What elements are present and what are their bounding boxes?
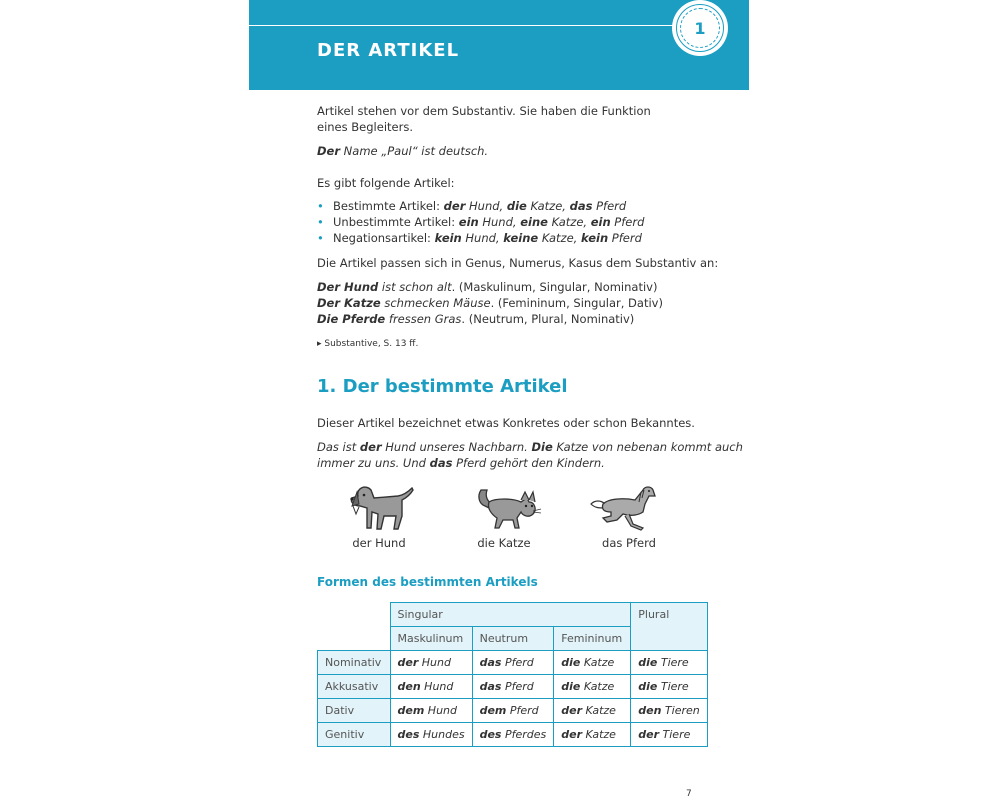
table-cell: des Hundes: [390, 723, 472, 747]
horse-caption: das Pferd: [602, 536, 656, 550]
table-row: [318, 675, 708, 699]
header-singular: Singular: [390, 603, 631, 627]
list-item: • Bestimmte Artikel: der Hund, die Katze, das Pferd: [317, 198, 644, 214]
table-cell: das Pferd: [472, 651, 554, 675]
crossref-link[interactable]: ▸ Substantive, S. 13 ff.: [317, 339, 419, 349]
article-type-list: [317, 198, 644, 246]
dog-caption: der Hund: [352, 536, 406, 550]
table-cell: der Hund: [390, 651, 472, 675]
cat-caption: die Katze: [477, 536, 531, 550]
table-cell: dem Hund: [390, 699, 472, 723]
table-cell: den Tieren: [631, 699, 707, 723]
chapter-header: [249, 0, 749, 90]
section-text: Dieser Artikel bezeichnet etwas Konkretes oder schon Bekanntes.: [317, 416, 695, 430]
table-cell: der Katze: [554, 723, 631, 747]
case-label: Akkusativ: [318, 675, 391, 699]
header-rule: [249, 25, 679, 26]
header-plural: Plural: [631, 603, 707, 651]
table-cell: die Katze: [554, 675, 631, 699]
list-item: • Unbestimmte Artikel: ein Hund, eine Katze, ein Pferd: [317, 214, 644, 230]
section-example: Das ist der Hund unseres Nachbarn. Die Katze von nebenan kommt auch immer zu uns. Und das Pferd gehört den Kindern.: [317, 440, 743, 470]
table-cell: das Pferd: [472, 675, 554, 699]
dog-illustration: [344, 482, 414, 534]
agreement-example-1: Der Hund ist schon alt. (Maskulinum, Singular, Nominativ): [317, 280, 658, 294]
table-cell: der Tiere: [631, 723, 707, 747]
agreement-text: Die Artikel passen sich in Genus, Numerus, Kasus dem Substantiv an:: [317, 256, 719, 270]
list-item: • Negationsartikel: kein Hund, keine Katze, kein Pferd: [317, 230, 644, 246]
article-forms-table: [317, 602, 708, 747]
example-rest: Name „Paul“ ist deutsch.: [340, 144, 489, 158]
table-cell: den Hund: [390, 675, 472, 699]
list-intro: Es gibt folgende Artikel:: [317, 176, 455, 190]
table-heading: Formen des bestimmten Artikels: [317, 575, 538, 589]
table-cell: der Katze: [554, 699, 631, 723]
page-number: 7: [686, 789, 692, 799]
table-cell: dem Pferd: [472, 699, 554, 723]
header-gender: Femininum: [554, 627, 631, 651]
horse-illustration: [589, 482, 659, 534]
agreement-example-3: Die Pferde fressen Gras. (Neutrum, Plural, Nominativ): [317, 312, 635, 326]
table-row: [318, 723, 708, 747]
example-article: Der: [317, 144, 341, 158]
header-gender: Neutrum: [472, 627, 554, 651]
intro-text: Artikel stehen vor dem Substantiv. Sie haben die Funktion eines Begleiters.: [317, 104, 651, 134]
table-corner: [318, 627, 391, 651]
chapter-title: DER ARTIKEL: [317, 40, 460, 61]
table-cell: die Tiere: [631, 651, 707, 675]
table-row: [318, 699, 708, 723]
chapter-number: 1: [680, 8, 720, 48]
case-label: Genitiv: [318, 723, 391, 747]
book-page: [249, 0, 749, 800]
case-label: Nominativ: [318, 651, 391, 675]
table-corner: [318, 603, 391, 627]
header-gender: Maskulinum: [390, 627, 472, 651]
table-cell: die Katze: [554, 651, 631, 675]
intro-example: [317, 143, 488, 159]
cat-illustration: [473, 482, 543, 534]
case-label: Dativ: [318, 699, 391, 723]
section-heading: 1. Der bestimmte Artikel: [317, 376, 568, 397]
table-cell: die Tiere: [631, 675, 707, 699]
chapter-badge: [676, 4, 724, 52]
table-cell: des Pferdes: [472, 723, 554, 747]
table-row: [318, 651, 708, 675]
agreement-example-2: Der Katze schmecken Mäuse. (Femininum, Singular, Dativ): [317, 296, 663, 310]
